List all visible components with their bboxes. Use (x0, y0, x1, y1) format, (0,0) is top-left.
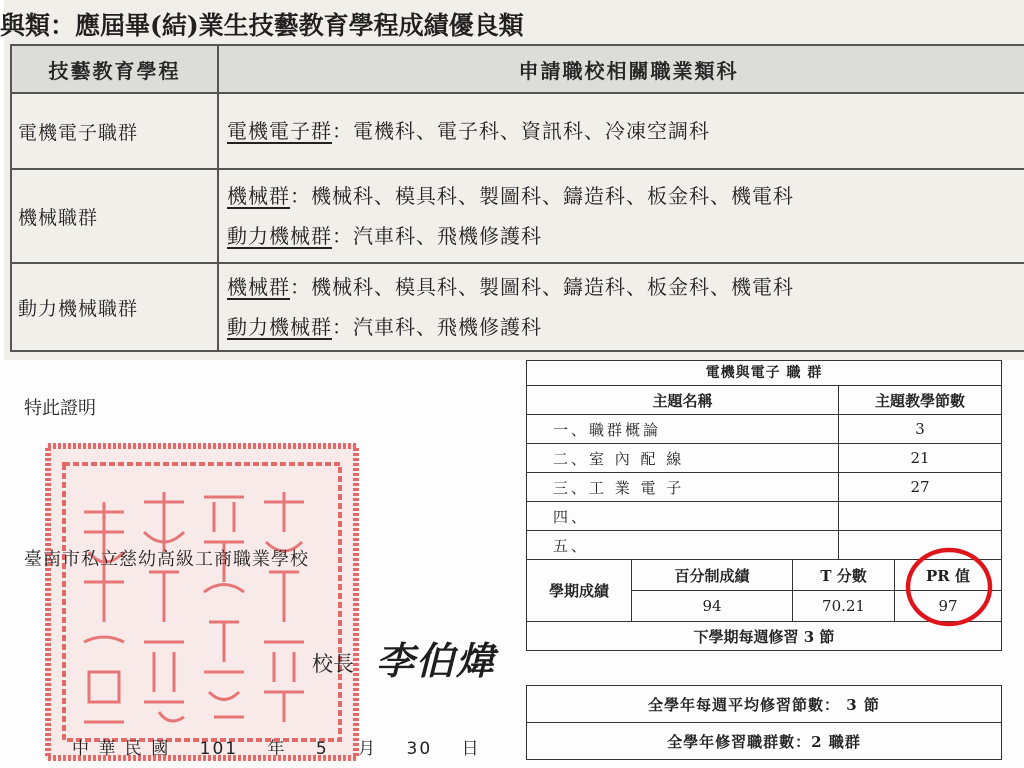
department-line (227, 216, 1024, 256)
vocational-group: 動力機械群 (227, 224, 332, 248)
topic-name: 一、職群概論 (527, 415, 839, 444)
date-day-unit: 日 (461, 739, 481, 759)
date-year: 101 (199, 739, 239, 759)
department-list (218, 263, 1024, 351)
weekly-note: 下學期每週修習 3 節 (527, 622, 1002, 651)
category-table (10, 44, 1024, 352)
group-count: 全學年修習職群數：2 職群 (527, 723, 1002, 760)
issue-date (72, 734, 503, 759)
table-row (11, 93, 1024, 169)
header-t-score: T 分數 (793, 560, 895, 591)
course-table (526, 360, 1002, 560)
date-month: 5 (315, 739, 329, 759)
table-row (11, 263, 1024, 351)
weekly-average: 全學年每週平均修習節數： 3 節 (527, 686, 1002, 723)
department-line (227, 111, 1024, 151)
department-line (227, 267, 1024, 307)
vocational-group: 機械群 (227, 275, 290, 299)
scan-edge (0, 0, 4, 360)
topic-hours (839, 502, 1002, 531)
topic-hours: 3 (839, 415, 1002, 444)
department-line (227, 307, 1024, 347)
highlight-circle (904, 546, 994, 628)
official-seal-stamp (44, 442, 360, 762)
table-row (527, 444, 1002, 473)
departments: ：機械科、模具科、製圖科、鑄造科、板金科、機電科 (290, 184, 794, 208)
principal-signature: 李伯煒 (376, 638, 497, 683)
topic-name: 二、室 內 配 線 (527, 444, 839, 473)
table-row (527, 502, 1002, 531)
departments: ：汽車科、飛機修護科 (332, 315, 542, 339)
category-table-section (0, 0, 1024, 360)
date-year-unit: 年 (267, 739, 287, 759)
topic-name: 三、工 業 電 子 (527, 473, 839, 502)
table-row (527, 473, 1002, 502)
header-pr-value: PR 值 (895, 560, 1002, 591)
school-name: 臺南市私立慈幼高級工商職業學校 (24, 549, 309, 570)
percent-score: 94 (632, 591, 793, 622)
vocational-group: 電機電子群 (227, 119, 332, 143)
certificate-section (0, 360, 1024, 768)
date-day: 30 (406, 739, 433, 759)
header-departments: 申請職校相關職業類科 (218, 45, 1024, 93)
program-name: 電機電子職群 (11, 93, 218, 169)
table-row (11, 169, 1024, 263)
program-name: 動力機械職群 (11, 263, 218, 351)
summary-table (526, 685, 1002, 760)
program-name: 機械職群 (11, 169, 218, 263)
header-hours: 主題教學節數 (839, 386, 1002, 415)
principal-title: 校長 (312, 652, 354, 676)
date-month-unit: 月 (358, 739, 378, 759)
date-era: 中 華 民 國 (72, 739, 171, 759)
departments: ：汽車科、飛機修護科 (332, 224, 542, 248)
semester-label: 學期成績 (527, 560, 632, 622)
departments: ：機械科、模具科、製圖科、鑄造科、板金科、機電科 (290, 275, 794, 299)
topic-name: 五、 (527, 531, 839, 560)
t-score: 70.21 (793, 591, 895, 622)
vocational-group: 機械群 (227, 184, 290, 208)
pr-value: 97 (895, 591, 1002, 622)
departments: ：電機科、電子科、資訊科、冷凍空調科 (332, 119, 710, 143)
department-line (227, 176, 1024, 216)
topic-name: 四、 (527, 502, 839, 531)
topic-hours: 21 (839, 444, 1002, 473)
category-title: 與類：應屆畢(結)業生技藝教育學程成績優良類 (0, 11, 524, 40)
department-list (218, 169, 1024, 263)
group-title: 電機與電子 職 群 (526, 360, 1002, 385)
department-list (218, 93, 1024, 169)
vocational-group: 動力機械群 (227, 315, 332, 339)
header-program: 技藝教育學程 (11, 45, 218, 93)
topic-hours: 27 (839, 473, 1002, 502)
header-percent-score: 百分制成績 (632, 560, 793, 591)
table-row (527, 415, 1002, 444)
header-topic: 主題名稱 (527, 386, 839, 415)
certify-text: 特此證明 (24, 398, 96, 419)
